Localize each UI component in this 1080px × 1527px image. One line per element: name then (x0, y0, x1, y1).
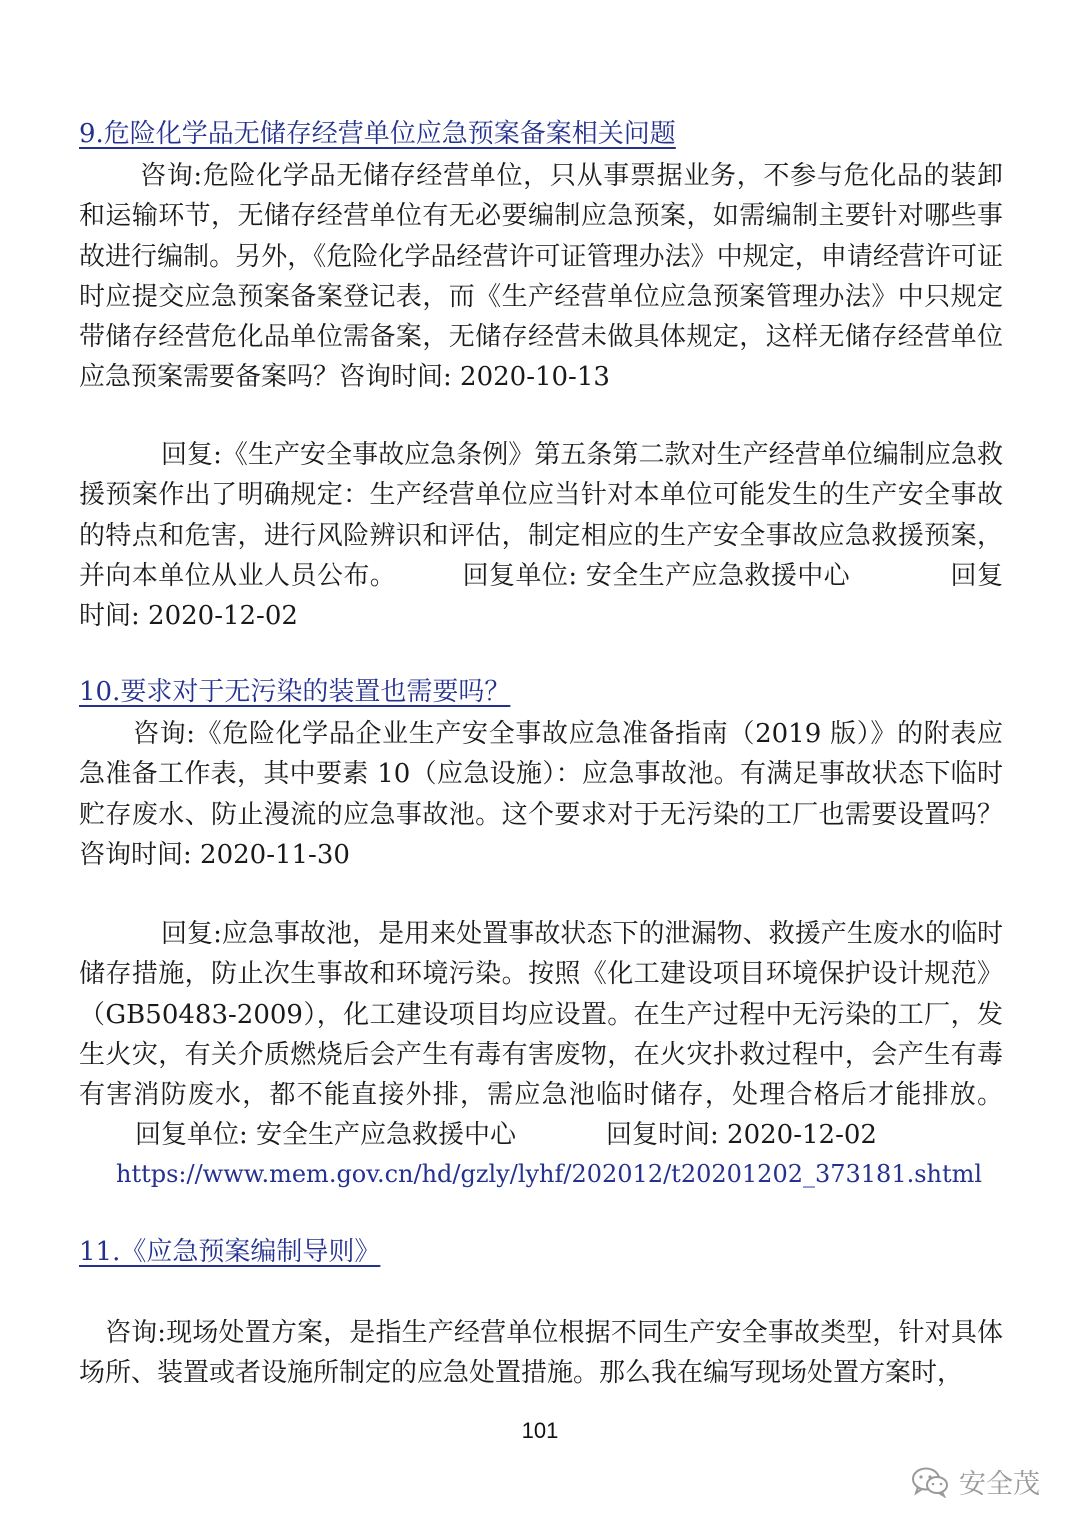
consult-text-9: 咨询:危险化学品无储存经营单位，只从事票据业务，不参与危化品的装卸和运输环节，无储存经营单位有无必要编制应急预案，如需编制主要针对哪些事故进行编制。另外，《危险化学品经营许可证管理办法》中规定，申请经营许可证时应提交应急预案备案登记表，而《生产经营单位应急预案管理办法》中只规定带储存经营危化品单位需备案，无储存经营未做具体规定，这样无储存经营单位应急预案需要备案吗？咨询时间: 2020-10-13 (79, 161, 1003, 393)
consult-paragraph-10 (79, 714, 1003, 875)
page-number: 101 (521, 1418, 559, 1443)
watermark-text: 安全茂 (959, 1469, 1040, 1500)
reply-text-10: 回复:应急事故池，是用来处置事故状态下的泄漏物、救援产生废水的临时储存措施，防止次生事故和环境污染。按照《化工建设项目环境保护设计规范》（GB50483-2009），化工建设项目均应设置。在生产过程中无污染的工厂，发生火灾，有关介质燃烧后会产生有毒有害废物，在火灾扑救过程中，会产生有毒有害消防废水，都不能直接外排，需应急池临时储存，处理合格后才能排放。 (79, 919, 1003, 1111)
reply-time-9: 回复时间: 2020-12-02 (79, 560, 1003, 632)
reply-paragraph-9 (79, 435, 1003, 636)
reply-time-10: 回复时间: 2020-12-02 (606, 1120, 877, 1151)
section-heading-9[interactable]: 9.危险化学品无储存经营单位应急预案备案相关问题 (79, 119, 676, 149)
consult-text-10: 咨询:《危险化学品企业生产安全事故应急准备指南（2019 版）》的附表应急准备工作表，其中要素 10（应急设施）：应急事故池。有满足事故状态下临时贮存废水、防止漫流的应急事故池。这个要求对于无污染的工厂也需要设置吗？咨询时间: 2020-11-30 (79, 719, 1003, 870)
consult-paragraph-9 (79, 156, 1003, 398)
consult-text-11: 咨询:现场处置方案，是指生产经营单位根据不同生产安全事故类型，针对具体场所、装置或者设施所制定的应急处置措施。那么我在编写现场处置方案时， (79, 1318, 1003, 1389)
watermark (911, 1462, 1040, 1501)
consult-paragraph-11 (79, 1313, 1003, 1394)
reference-link[interactable]: https://www.mem.gov.cn/hd/gzly/lyhf/202012/t20201202_373181.shtml (116, 1160, 983, 1188)
wechat-icon (911, 1466, 949, 1498)
reply-unit-10: 回复单位: 安全生产应急救援中心 (135, 1120, 517, 1151)
reply-text-9: 回复:《生产安全事故应急条例》第五条第二款对生产经营单位编制应急救援预案作出了明确规定：生产经营单位应当针对本单位可能发生的生产安全事故的特点和危害，进行风险辨识和评估，制定相应的生产安全事故应急救援预案，并向本单位从业人员公布。 (79, 440, 1003, 591)
reply-paragraph-10 (79, 914, 1003, 1156)
reply-unit-9: 回复单位: 安全生产应急救援中心 (462, 560, 851, 591)
section-heading-10[interactable]: 10.要求对于无污染的装置也需要吗？ (79, 677, 511, 707)
section-heading-11[interactable]: 11.《应急预案编制导则》 (79, 1237, 381, 1267)
